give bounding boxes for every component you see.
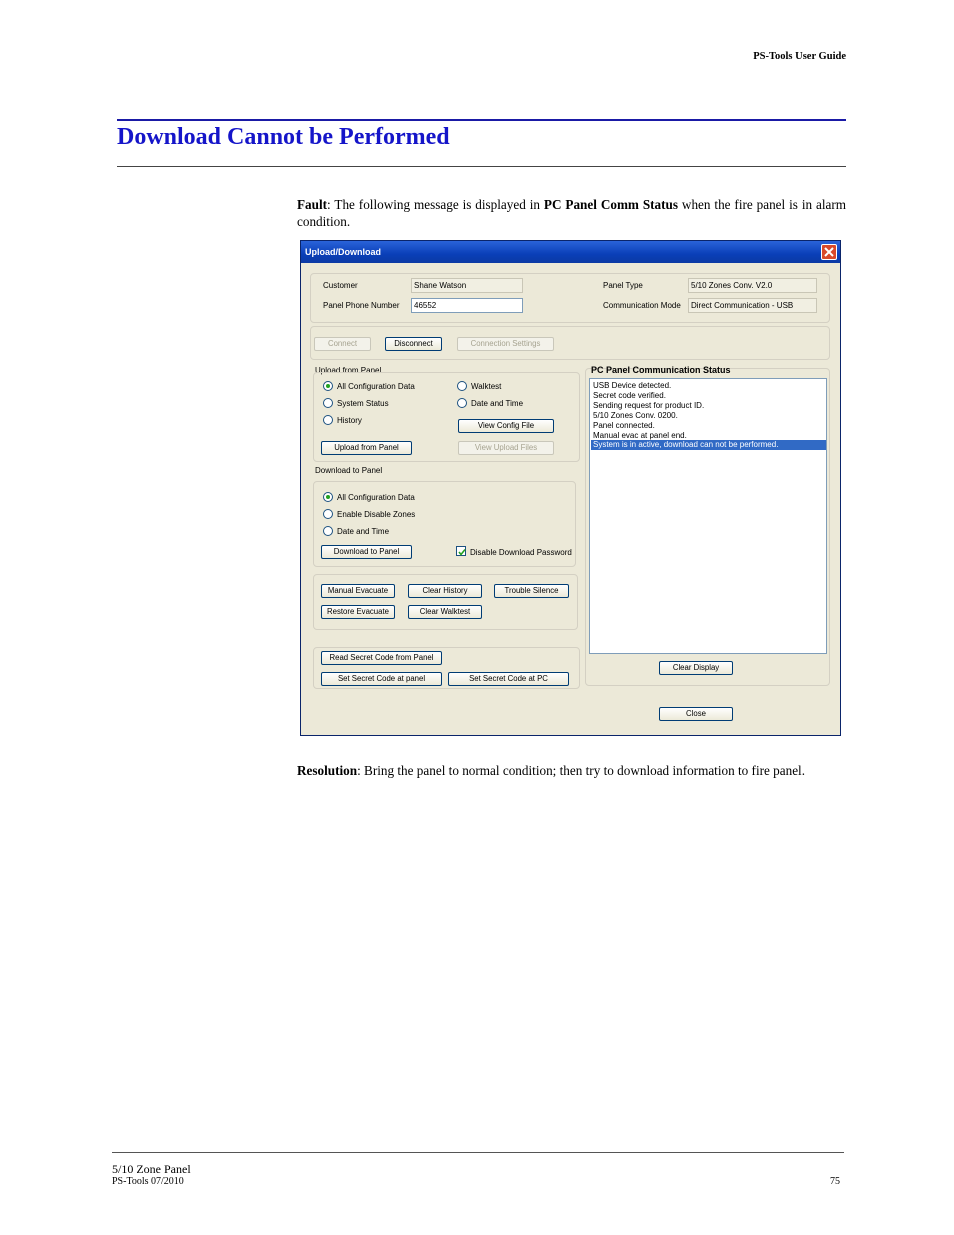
- resolution-label: Resolution: [297, 763, 358, 778]
- upload-walktest-label: Walktest: [471, 382, 502, 391]
- customer-field: Shane Watson: [411, 278, 523, 293]
- footer-product: 5/10 Zone Panel: [112, 1162, 191, 1176]
- page-title: Download Cannot be Performed: [117, 124, 450, 150]
- download-all-config-label: All Configuration Data: [337, 493, 415, 502]
- status-title: PC Panel Communication Status: [591, 365, 731, 375]
- fault-label: Fault: [297, 197, 328, 212]
- panel-type-field: 5/10 Zones Conv. V2.0: [688, 278, 817, 293]
- upload-download-dialog: [300, 240, 841, 736]
- phone-label: Panel Phone Number: [323, 301, 400, 310]
- upload-history-label: History: [337, 416, 362, 425]
- download-date-time-label: Date and Time: [337, 527, 390, 536]
- customer-label: Customer: [323, 281, 358, 290]
- download-to-panel-button[interactable]: Download to Panel: [321, 545, 412, 559]
- footer-rule: [112, 1152, 844, 1153]
- disable-download-password-label: Disable Download Password: [470, 548, 572, 557]
- restore-evacuate-button[interactable]: Restore Evacuate: [321, 605, 395, 619]
- fault-emphasis: PC Panel Comm Status: [543, 197, 679, 212]
- status-line: Secret code verified.: [593, 391, 666, 400]
- page-number: 75: [830, 1176, 840, 1187]
- panel-type-label: Panel Type: [603, 281, 643, 290]
- fault-text-after: when the fire panel is in alarm condition.: [297, 197, 847, 229]
- upload-date-time-radio[interactable]: [457, 398, 467, 408]
- upload-system-status-label: System Status: [337, 399, 389, 408]
- upload-group-label: Upload from Panel: [315, 366, 382, 375]
- download-date-time-radio[interactable]: [323, 526, 333, 536]
- comm-mode-label: Communication Mode: [603, 301, 681, 310]
- set-secret-code-pc-button[interactable]: Set Secret Code at PC: [448, 672, 569, 686]
- download-group-label: Download to Panel: [315, 466, 383, 475]
- dialog-titlebar: [301, 241, 840, 263]
- view-upload-files-button[interactable]: View Upload Files: [458, 441, 554, 455]
- trouble-silence-button[interactable]: Trouble Silence: [494, 584, 569, 598]
- clear-history-button[interactable]: Clear History: [408, 584, 482, 598]
- resolution-paragraph: [297, 762, 846, 779]
- status-line: 5/10 Zones Conv. 0200.: [593, 411, 678, 420]
- clear-display-button[interactable]: Clear Display: [659, 661, 733, 675]
- running-header: PS-Tools User Guide: [753, 51, 846, 62]
- status-listbox[interactable]: [589, 378, 827, 654]
- clear-walktest-button[interactable]: Clear Walktest: [408, 605, 482, 619]
- status-line: USB Device detected.: [593, 381, 672, 390]
- disable-download-password-checkbox[interactable]: [456, 546, 466, 556]
- download-enable-disable-zones-radio[interactable]: [323, 509, 333, 519]
- status-line: Sending request for product ID.: [593, 401, 705, 410]
- footer-doc: PS-Tools 07/2010: [112, 1176, 184, 1187]
- set-secret-code-panel-button[interactable]: Set Secret Code at panel: [321, 672, 442, 686]
- title-rule-bottom: [117, 166, 846, 167]
- status-line: Manual evac at panel end.: [593, 431, 687, 440]
- close-button[interactable]: Close: [659, 707, 733, 721]
- dialog-title: Upload/Download: [305, 247, 381, 257]
- disconnect-button[interactable]: Disconnect: [385, 337, 442, 351]
- fault-text-before: : The following message is displayed in: [327, 197, 544, 212]
- upload-all-config-radio[interactable]: [323, 381, 333, 391]
- upload-walktest-radio[interactable]: [457, 381, 467, 391]
- comm-mode-field: Direct Communication - USB: [688, 298, 817, 313]
- phone-field[interactable]: 46552: [411, 298, 523, 313]
- check-icon: [457, 547, 467, 557]
- resolution-text: : Bring the panel to normal condition; then try to download information to fire panel.: [357, 763, 806, 778]
- fault-paragraph: [297, 196, 846, 230]
- status-line: Panel connected.: [593, 421, 655, 430]
- upload-from-panel-button[interactable]: Upload from Panel: [321, 441, 412, 455]
- read-secret-code-button[interactable]: Read Secret Code from Panel: [321, 651, 442, 665]
- view-config-file-button[interactable]: View Config File: [458, 419, 554, 433]
- title-rule-top: [117, 119, 846, 121]
- panel-control-group: [313, 574, 578, 630]
- connection-settings-button[interactable]: Connection Settings: [457, 337, 554, 351]
- upload-history-radio[interactable]: [323, 415, 333, 425]
- upload-system-status-radio[interactable]: [323, 398, 333, 408]
- upload-all-config-label: All Configuration Data: [337, 382, 415, 391]
- upload-date-time-label: Date and Time: [471, 399, 524, 408]
- status-line-selected[interactable]: System is in active, download can not be performed.: [591, 440, 826, 450]
- download-all-config-radio[interactable]: [323, 492, 333, 502]
- download-enable-disable-zones-label: Enable Disable Zones: [337, 510, 416, 519]
- close-icon[interactable]: [821, 244, 837, 260]
- connect-button[interactable]: Connect: [314, 337, 371, 351]
- manual-evacuate-button[interactable]: Manual Evacuate: [321, 584, 395, 598]
